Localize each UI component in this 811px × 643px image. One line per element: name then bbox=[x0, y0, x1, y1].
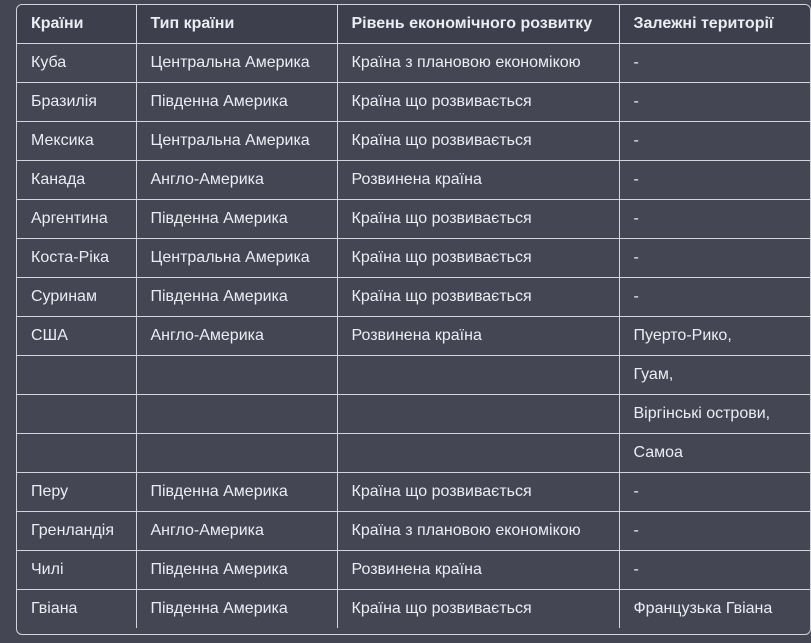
cell-dependent-territory: Самоа bbox=[619, 434, 810, 473]
cell-dependent-territory: - bbox=[619, 200, 810, 239]
cell-dependent-territory: - bbox=[619, 161, 810, 200]
cell-country: Аргентина bbox=[17, 200, 136, 239]
cell-country bbox=[17, 395, 136, 434]
table-row bbox=[17, 317, 810, 356]
cell-country: Коста-Ріка bbox=[17, 239, 136, 278]
cell-country-type: Центральна Америка bbox=[136, 122, 337, 161]
cell-dependent-territory: - bbox=[619, 473, 810, 512]
cell-economic-level: Країна що розвивається bbox=[337, 473, 619, 512]
cell-dependent-territory: Пуерто-Рико, bbox=[619, 317, 810, 356]
cell-country: Перу bbox=[17, 473, 136, 512]
table-row bbox=[17, 161, 810, 200]
cell-economic-level: Країна що розвивається bbox=[337, 590, 619, 629]
cell-dependent-territory: - bbox=[619, 44, 810, 83]
cell-country: Мексика bbox=[17, 122, 136, 161]
cell-dependent-territory: Французька Гвіана bbox=[619, 590, 810, 629]
table-row bbox=[17, 278, 810, 317]
cell-country-type: Південна Америка bbox=[136, 278, 337, 317]
cell-economic-level: Країна що розвивається bbox=[337, 122, 619, 161]
cell-country-type bbox=[136, 434, 337, 473]
cell-country-type: Англо-Америка bbox=[136, 317, 337, 356]
cell-country: Куба bbox=[17, 44, 136, 83]
header-economic-level: Рівень економічного розвитку bbox=[337, 5, 619, 44]
cell-country-type: Англо-Америка bbox=[136, 512, 337, 551]
cell-dependent-territory: - bbox=[619, 239, 810, 278]
cell-country bbox=[17, 356, 136, 395]
table-row bbox=[17, 44, 810, 83]
table-row bbox=[17, 395, 810, 434]
table-row bbox=[17, 590, 810, 629]
table-row bbox=[17, 356, 810, 395]
table-row bbox=[17, 473, 810, 512]
cell-country: Суринам bbox=[17, 278, 136, 317]
cell-economic-level bbox=[337, 395, 619, 434]
cell-economic-level: Країна що розвивається bbox=[337, 200, 619, 239]
countries-table-container bbox=[16, 4, 811, 635]
table-row bbox=[17, 434, 810, 473]
cell-dependent-territory: - bbox=[619, 278, 810, 317]
cell-country-type bbox=[136, 395, 337, 434]
cell-country: США bbox=[17, 317, 136, 356]
cell-dependent-territory: - bbox=[619, 551, 810, 590]
cell-country bbox=[17, 434, 136, 473]
cell-economic-level: Розвинена країна bbox=[337, 161, 619, 200]
cell-country: Канада bbox=[17, 161, 136, 200]
table-row bbox=[17, 239, 810, 278]
cell-economic-level bbox=[337, 434, 619, 473]
cell-country-type: Південна Америка bbox=[136, 83, 337, 122]
table-row bbox=[17, 122, 810, 161]
cell-country-type: Центральна Америка bbox=[136, 44, 337, 83]
table-header bbox=[17, 5, 810, 44]
cell-dependent-territory: - bbox=[619, 122, 810, 161]
cell-country-type: Англо-Америка bbox=[136, 161, 337, 200]
table-row bbox=[17, 512, 810, 551]
cell-country: Гренландія bbox=[17, 512, 136, 551]
cell-dependent-territory: Гуам, bbox=[619, 356, 810, 395]
cell-country: Гвіана bbox=[17, 590, 136, 629]
cell-economic-level: Країна з плановою економікою bbox=[337, 512, 619, 551]
cell-country: Чилі bbox=[17, 551, 136, 590]
cell-economic-level: Країна що розвивається bbox=[337, 83, 619, 122]
header-row bbox=[17, 5, 810, 44]
cell-dependent-territory: Віргінські острови, bbox=[619, 395, 810, 434]
cell-country-type: Південна Америка bbox=[136, 473, 337, 512]
header-countries: Країни bbox=[17, 5, 136, 44]
cell-country-type: Центральна Америка bbox=[136, 239, 337, 278]
cell-economic-level: Країна що розвивається bbox=[337, 278, 619, 317]
cell-country-type: Південна Америка bbox=[136, 590, 337, 629]
cell-dependent-territory: - bbox=[619, 512, 810, 551]
cell-economic-level: Країна що розвивається bbox=[337, 239, 619, 278]
cell-country-type: Південна Америка bbox=[136, 200, 337, 239]
cell-economic-level: Розвинена країна bbox=[337, 317, 619, 356]
countries-table bbox=[17, 5, 810, 628]
cell-economic-level: Країна з плановою економікою bbox=[337, 44, 619, 83]
cell-country: Бразилія bbox=[17, 83, 136, 122]
cell-economic-level bbox=[337, 356, 619, 395]
table-row bbox=[17, 200, 810, 239]
table-row bbox=[17, 551, 810, 590]
header-country-type: Тип країни bbox=[136, 5, 337, 44]
cell-country-type: Південна Америка bbox=[136, 551, 337, 590]
table-body bbox=[17, 44, 810, 629]
cell-dependent-territory: - bbox=[619, 83, 810, 122]
header-dependent-territories: Залежні території bbox=[619, 5, 810, 44]
table-row bbox=[17, 83, 810, 122]
cell-economic-level: Розвинена країна bbox=[337, 551, 619, 590]
cell-country-type bbox=[136, 356, 337, 395]
